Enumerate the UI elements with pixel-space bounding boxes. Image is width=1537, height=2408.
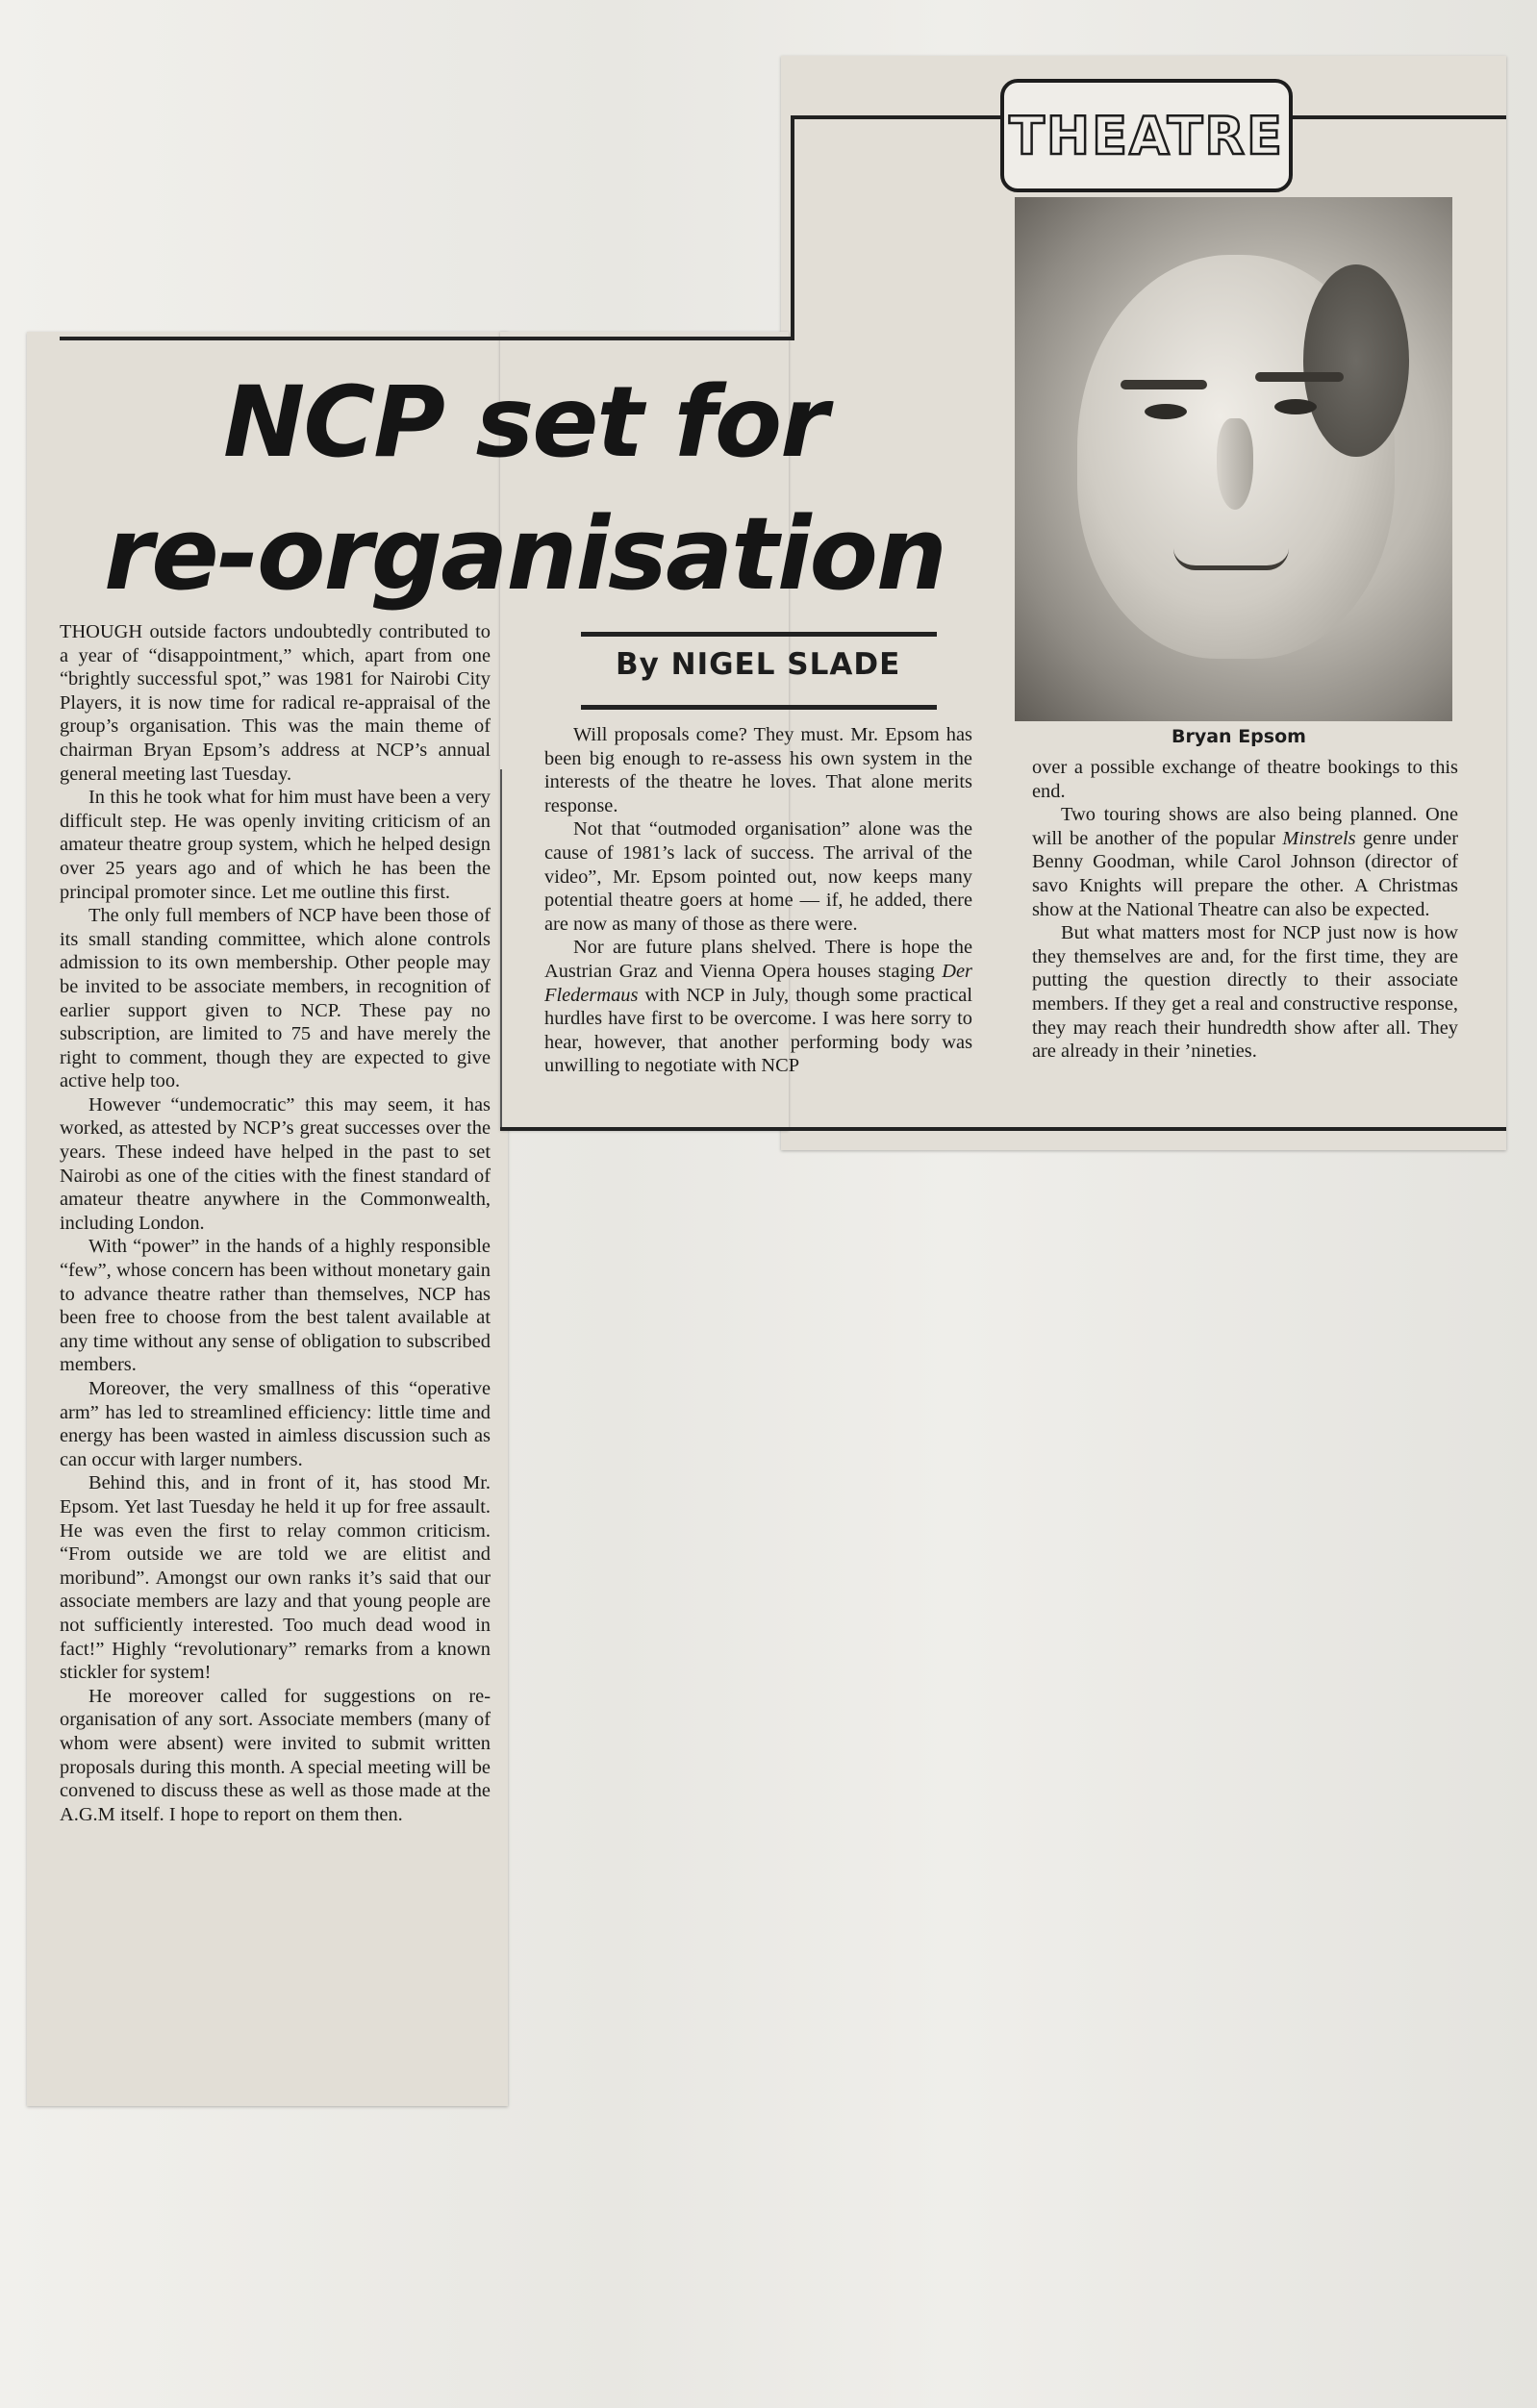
italic-title: Minstrels [1282, 827, 1356, 849]
text-span: Two touring shows are also being planned. One will be another of the popular [1032, 804, 1458, 849]
paragraph: But what matters most for NCP just now is how they themselves are and, for the first time, they are putting the question directly to their associate members. If they get a real and constructive response, they may reach their hundredth show after all. They are already in their ’nineties. [1032, 922, 1458, 1063]
paragraph: He moreover called for suggestions on re-organisation of any sort. Associate members (many of whom were absent) were invited to submit written proposals during this month. A special meeting will be convened to discuss these as well as those made at the A.G.M itself. I hope to report on them then. [60, 1685, 491, 1825]
portrait-nose [1217, 418, 1253, 510]
paragraph: Behind this, and in front of it, has stood Mr. Epsom. Yet last Tuesday he held it up for free assault. He was even the first to relay common criticism. “From outside we are told we are elitist and moribund”. Amongst our own ranks it’s said that our associate members are lazy and that young people are not sufficiently interested. Too much dead wood in fact!” Highly “revolutionary” remarks from a known stickler for system! [60, 1472, 491, 1684]
paragraph [544, 936, 972, 1078]
paragraph: over a possible exchange of theatre bookings to this end. [1032, 757, 1458, 802]
headline-top-rule [60, 337, 794, 340]
paragraph: In this he took what for him must have been a very difficult step. He was openly inviting criticism of an amateur theatre group system, which he helped design over 25 years ago and of which he has been the principal promoter since. Let me outline this first. [60, 787, 491, 903]
text-span: with NCP in July, though some practical hurdles have first to be overcome. I was here sorry to hear, however, that another performing body was unwilling to negotiate with NCP [544, 984, 972, 1077]
section-badge [1000, 79, 1293, 192]
bottom-rule [500, 1127, 1506, 1131]
text-span: genre under Benny Goodman, while Carol Johnson (director of savo Knights will prepare the other. A Christmas show at the National Theatre can also be expected. [1032, 827, 1458, 920]
column-divider [500, 769, 502, 1127]
article-column-2 [544, 723, 972, 1078]
portrait-hair [1303, 264, 1409, 457]
italic-title: Der Fledermaus [544, 960, 972, 1006]
portrait-mouth [1173, 548, 1289, 570]
step-rule-vertical [791, 115, 794, 339]
byline-top-rule [581, 632, 937, 637]
top-rule-right [1287, 115, 1506, 119]
paragraph: THOUGH outside factors undoubtedly contributed to a year of “disappointment,” which, apart from one “brightly successful spot,” was 1981 for Nairobi City Players, it is now time for radical re-appraisal of the group’s organisation. This was the main theme of chairman Bryan Epsom’s address at NCP’s annual general meeting last Tuesday. [60, 621, 491, 785]
portrait-right-eye [1274, 399, 1317, 414]
photo-caption: Bryan Epsom [1172, 726, 1306, 747]
portrait-photo [1015, 197, 1452, 721]
portrait-left-eye [1145, 404, 1187, 419]
paragraph: However “undemocratic” this may seem, it has worked, as attested by NCP’s great successes over the years. These indeed have helped in the past to set Nairobi as one of the cities with the finest standard of amateur theatre anywhere in the Commonwealth, including London. [60, 1093, 491, 1234]
paragraph: Not that “outmoded organisation” alone was the cause of 1981’s lack of success. The arrival of the video”, Mr. Epsom pointed out, now keeps many potential theatre goers at home — if, he added, there are now as many of those as there were. [544, 818, 972, 935]
byline: By NIGEL SLADE [616, 647, 901, 682]
article-column-1 [60, 620, 491, 1826]
top-rule-left [791, 115, 1000, 119]
section-badge-label: THEATRE [1009, 105, 1284, 166]
paragraph: Moreover, the very smallness of this “operative arm” has led to streamlined efficiency: little time and energy has been wasted in aimless discussion such as can occur with larger numbers. [60, 1378, 491, 1470]
headline-line-1: NCP set for [223, 365, 827, 480]
portrait-right-brow [1255, 372, 1344, 382]
paragraph: With “power” in the hands of a highly responsible “few”, whose concern has been without monetary gain to advance theatre rather than themselves, NCP has been free to choose from the best talent available at any time without any sense of obligation to subscribed members. [60, 1236, 491, 1376]
paragraph: Will proposals come? They must. Mr. Epsom has been big enough to re-assess his own system in the interests of the theatre he loves. That alone merits response. [544, 724, 972, 816]
text-span: Nor are future plans shelved. There is hope the Austrian Graz and Vienna Opera houses staging [544, 937, 972, 982]
portrait-left-brow [1121, 380, 1207, 389]
paragraph [1032, 803, 1458, 921]
headline-line-2: re-organisation [104, 495, 945, 613]
paragraph: The only full members of NCP have been those of its small standing committee, which alone controls admission to its own membership. Other people may be invited to be associate members, in recognition of earlier support given to NCP. These pay no subscription, are limited to 75 and have merely the right to comment, though they are expected to give active help too. [60, 905, 491, 1092]
article-column-3 [1032, 756, 1458, 1064]
byline-bottom-rule [581, 705, 937, 710]
